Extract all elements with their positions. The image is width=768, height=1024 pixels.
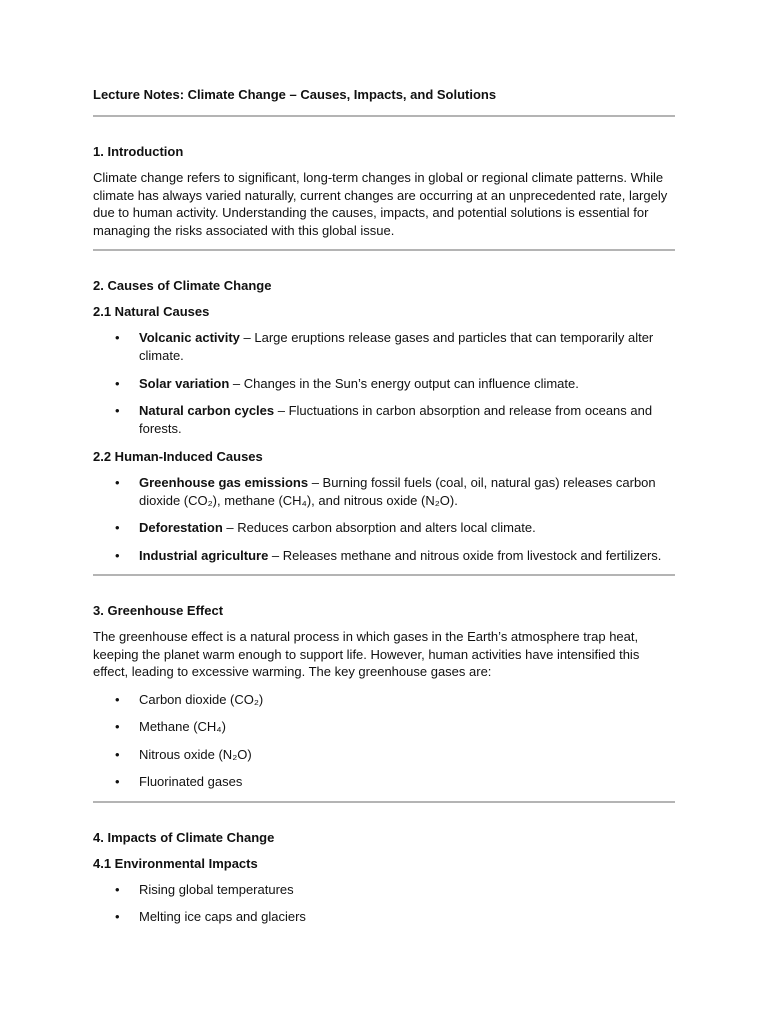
list-item: [93, 718, 675, 736]
list-item: [93, 908, 675, 926]
natural-causes-list: [93, 329, 675, 438]
subsection-heading-natural-causes: 2.1 Natural Causes: [93, 304, 210, 319]
section-heading-greenhouse-effect: 3. Greenhouse Effect: [93, 603, 224, 618]
bullet-icon: •: [115, 375, 120, 391]
section-divider: [93, 115, 675, 117]
list-item: [93, 773, 675, 791]
gas-name: Methane (CH₄): [139, 719, 226, 734]
document-body: [93, 86, 675, 936]
subsection-heading-human-causes: 2.2 Human-Induced Causes: [93, 448, 263, 464]
item-term: Deforestation: [139, 520, 223, 535]
gas-name: Fluorinated gases: [139, 774, 243, 789]
gas-name: Nitrous oxide (N₂O): [139, 746, 252, 762]
list-item: [93, 329, 675, 365]
bullet-icon: •: [115, 774, 120, 789]
list-item: [93, 881, 675, 899]
section-divider: [93, 801, 675, 803]
item-term: Solar variation: [139, 375, 230, 391]
section-divider: [93, 574, 675, 576]
bullet-icon: •: [115, 746, 120, 762]
item-description: – Releases methane and nitrous oxide from livestock and fertilizers.: [268, 547, 662, 563]
item-term: Natural carbon cycles: [139, 403, 275, 418]
impact-text: Melting ice caps and glaciers: [139, 909, 306, 924]
list-item: [93, 519, 675, 537]
gas-name: Carbon dioxide (CO₂): [139, 691, 264, 707]
item-description: – Reduces carbon absorption and alters local climate.: [222, 520, 536, 535]
introduction-paragraph: Climate change refers to significant, long-term changes in global or regional climate patterns. While climate has always varied naturally, current changes are occurring at an unprecedented rate, largely due to human activity. Understanding the causes, impacts, and potential solutions is essential for managing the risks associated with this global issue.: [93, 170, 668, 238]
bullet-icon: •: [115, 547, 120, 563]
subsection-heading-environmental-impacts: 4.1 Environmental Impacts: [93, 855, 258, 871]
item-description: – Changes in the Sun’s energy output can influence climate.: [229, 375, 579, 391]
section-heading-impacts: 4. Impacts of Climate Change: [93, 829, 275, 845]
item-term: Industrial agriculture: [139, 547, 269, 563]
document-title: Lecture Notes: Climate Change – Causes, Impacts, and Solutions: [93, 87, 497, 102]
bullet-icon: •: [115, 909, 120, 924]
item-description: – Burning fossil fuels (coal, oil, natural gas) releases carbon dioxide (CO₂), methane (CH₄), and nitrous oxide (N₂O).: [139, 474, 656, 508]
bullet-icon: •: [115, 520, 120, 535]
list-item: [93, 402, 675, 438]
section-divider: [93, 249, 675, 251]
bullet-icon: •: [115, 881, 120, 897]
environmental-impacts-list: [93, 881, 675, 927]
item-description: – Fluctuations in carbon absorption and release from oceans and forests.: [139, 403, 653, 436]
item-description: – Large eruptions release gases and particles that can temporarily alter climate.: [139, 330, 654, 363]
impact-text: Rising global temperatures: [139, 881, 294, 897]
section-heading-causes: 2. Causes of Climate Change: [93, 278, 272, 293]
item-term: Volcanic activity: [139, 330, 240, 345]
greenhouse-paragraph: The greenhouse effect is a natural process in which gases in the Earth’s atmosphere trap heat, keeping the planet warm enough to support life. However, human activities have intensified this effect, leading to excessive warming. The key greenhouse gases are:: [93, 629, 640, 679]
item-term: Greenhouse gas emissions: [139, 474, 309, 490]
bullet-icon: •: [115, 330, 120, 345]
greenhouse-gases-list: [93, 691, 675, 792]
list-item: [93, 547, 675, 565]
human-causes-list: [93, 474, 675, 565]
list-item: [93, 691, 675, 709]
list-item: [93, 746, 675, 764]
bullet-icon: •: [115, 403, 120, 418]
list-item: [93, 375, 675, 393]
list-item: [93, 474, 675, 510]
bullet-icon: •: [115, 719, 120, 734]
bullet-icon: •: [115, 474, 120, 490]
bullet-icon: •: [115, 691, 120, 707]
section-heading-introduction: 1. Introduction: [93, 144, 184, 159]
